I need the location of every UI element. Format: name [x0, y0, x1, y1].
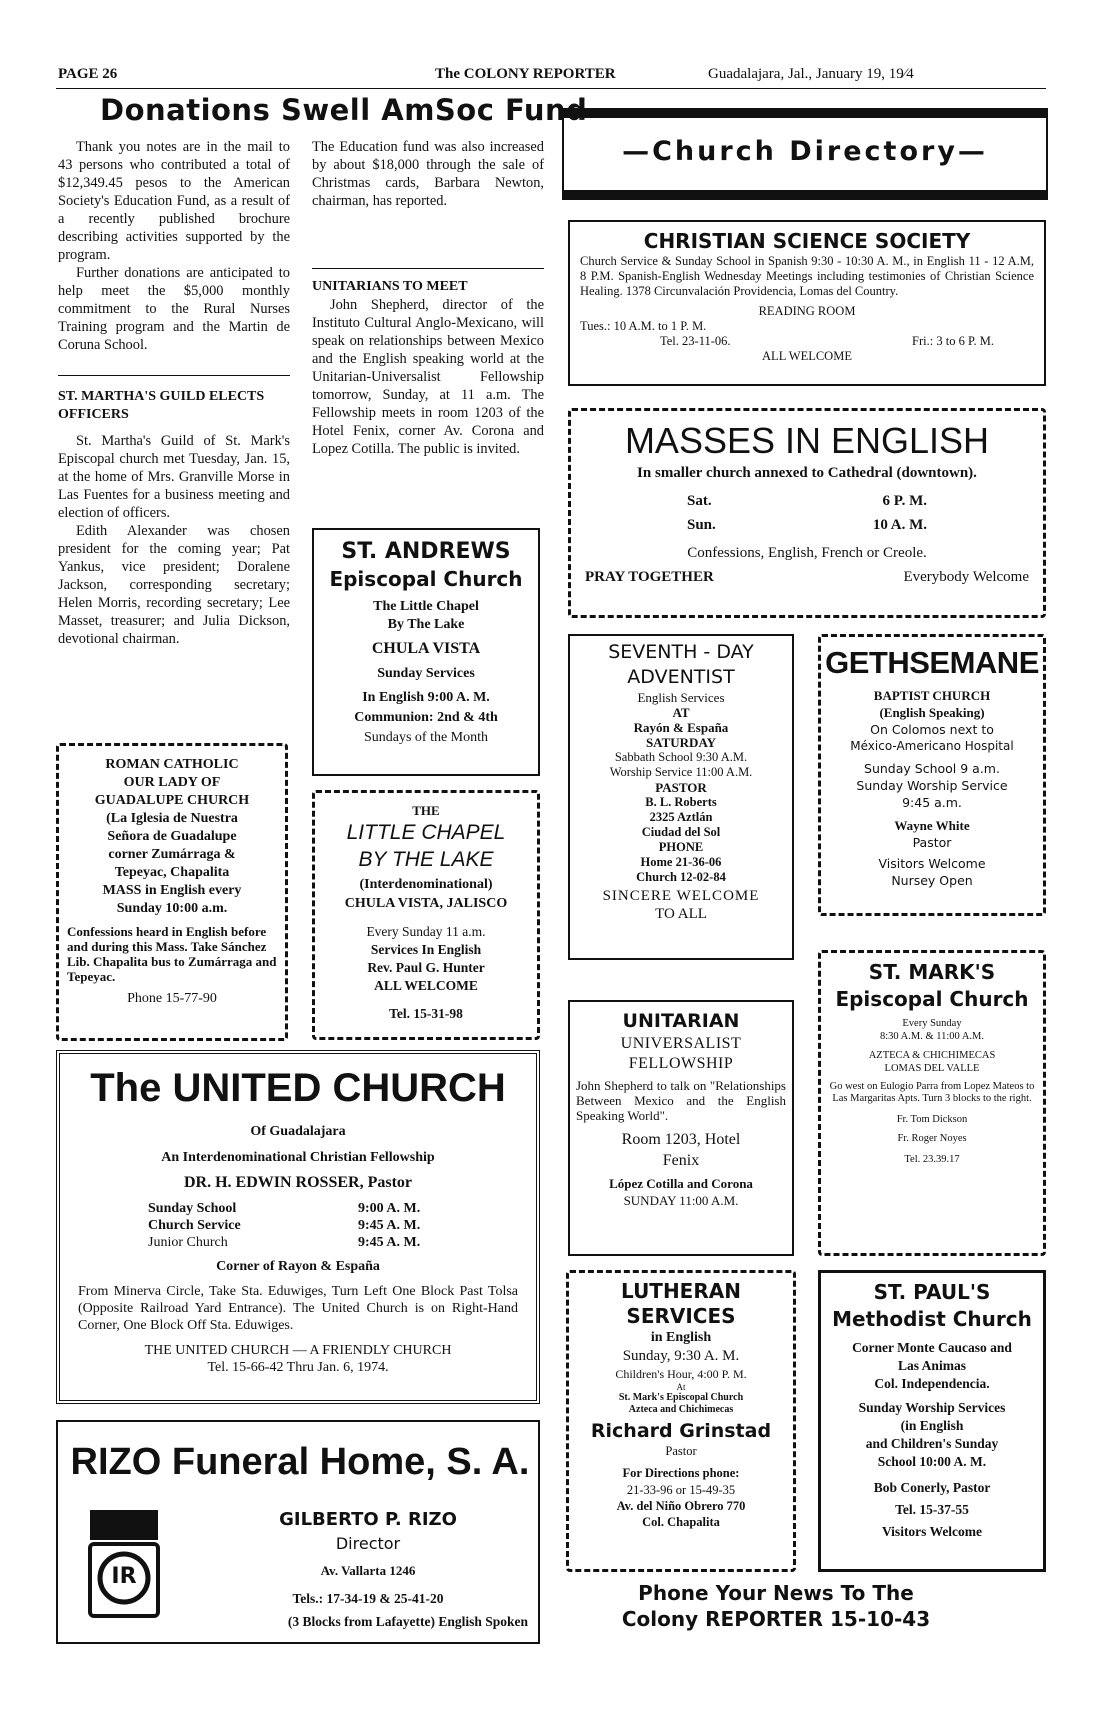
masses-sun-row	[687, 513, 927, 537]
sp-title: ST. PAUL'S	[873, 1280, 991, 1304]
lc-title2: BY THE LAKE	[358, 848, 494, 871]
uu-corner: López Cotilla and Corona	[609, 1176, 753, 1191]
footer-line2: Colony REPORTER 15-10-43	[621, 1607, 931, 1631]
lc-line: Rev. Paul G. Hunter	[367, 960, 485, 975]
sa-line: In English 9:00 A. M.	[362, 690, 490, 705]
lu-pastor-name: Richard Grinstad	[590, 1420, 772, 1442]
sda-welcome: SINCERE WELCOME	[602, 888, 760, 904]
sm-line: Fr. Roger Noyes	[897, 1133, 967, 1144]
cs-body: Church Service & Sunday School in Spanish 9:30 - 10:30 A. M., in English 11 - 12 A.M, 8 P.M. Spanish-English Wednesday Meetings including testimonies of Christian Science Healing. 1378 Circunvalación Providencia, Lomas del Country.	[580, 254, 1034, 298]
uc-service-time: 9:00 A. M.	[358, 1201, 421, 1216]
sm-directions: Go west on Eulogio Parra from Lopez Mateos to Las Margaritas Apts. Turn 3 blocks to the right.	[829, 1081, 1035, 1104]
uc-service-row	[148, 1200, 448, 1217]
sm-line: AZTECA & CHICHIMECAS	[868, 1050, 996, 1061]
sp-line: and Children's Sunday	[865, 1436, 999, 1451]
rc-line: OUR LADY OF	[123, 775, 221, 790]
cs-title: CHRISTIAN SCIENCE SOCIETY	[643, 229, 971, 253]
lu-line: Sunday, 9:30 A. M.	[622, 1348, 740, 1364]
sm-line: LOMAS DEL VALLE	[884, 1063, 980, 1074]
sda-welcome2: TO ALL	[655, 906, 707, 922]
footer-line1: Phone Your News To The	[638, 1581, 914, 1605]
rc-line: ROMAN CATHOLIC	[105, 757, 239, 772]
sda-line: Rayón & España	[633, 720, 729, 735]
sm-line: 8:30 A.M. & 11:00 A.M.	[879, 1031, 985, 1042]
uu-room2: Fenix	[662, 1152, 700, 1169]
geth-line: Pastor	[912, 835, 952, 850]
uu-title: UNITARIAN	[622, 1010, 740, 1032]
sda-line: Worship Service 11:00 A.M.	[609, 765, 753, 779]
masses-title: MASSES IN ENGLISH	[624, 420, 990, 461]
uu-line: FELLOWSHIP	[628, 1055, 734, 1072]
church-directory-banner	[562, 108, 1048, 200]
lu-line: Azteca and Chichimecas	[628, 1404, 734, 1415]
unitarian-ad	[568, 1000, 794, 1256]
masses-pray: PRAY TOGETHER	[585, 569, 714, 585]
lc-line: Services In English	[370, 942, 482, 957]
gethsemane-ad	[818, 634, 1046, 916]
geth-line: BAPTIST CHURCH	[873, 688, 991, 703]
uc-service-name: Sunday School	[148, 1201, 237, 1216]
sa-line: Sunday Services	[377, 666, 475, 681]
lu-title: LUTHERAN	[621, 1279, 741, 1303]
sp-line: Las Animas	[898, 1358, 966, 1373]
masses-sun-time: 10 A. M.	[872, 517, 927, 533]
sda-line: English Services	[637, 690, 725, 705]
lc-line: Tel. 15-31-98	[389, 1006, 463, 1021]
sa-line: CHULA VISTA	[371, 640, 481, 657]
uc-service-time: 9:45 A. M.	[358, 1218, 421, 1233]
lc-line: (Interdenominational)	[359, 877, 493, 892]
masses-bottom-row	[585, 565, 1029, 589]
lu-title2: SERVICES	[626, 1304, 736, 1328]
rc-line: corner Zumárraga &	[108, 847, 236, 862]
geth-line: Visitors Welcome	[878, 856, 986, 871]
geth-line: 9:45 a.m.	[902, 795, 962, 810]
lu-line: Pastor	[665, 1444, 697, 1458]
donations-p3: The Education fund was also increased by about $18,000 through the sale of Christmas cards, Barbara Newton, chairman, has reported.	[312, 139, 544, 209]
guild-headline: ST. MARTHA'S GUILD ELECTS OFFICERS	[58, 389, 265, 422]
masses-ad	[568, 408, 1046, 618]
uu-text: John Shepherd to talk on "Relationships Between Mexico and the English Speaking World".	[576, 1078, 786, 1123]
sda-line: 2325 Aztlán	[649, 810, 713, 824]
lu-line: in English	[650, 1330, 712, 1345]
sm-title: ST. MARK'S	[868, 960, 996, 984]
cs-fri: Fri.: 3 to 6 P. M.	[912, 334, 994, 348]
roman-catholic-ad	[56, 743, 288, 1041]
sp-line: Corner Monte Caucaso and	[852, 1340, 1012, 1355]
sda-line: Home 21-36-06	[640, 855, 722, 869]
rc-confessions: Confessions heard in English before and during this Mass. Take Sánchez Lib. Chapalita bus to Zumárraga and Tepeyac.	[67, 924, 277, 984]
rizo-name: GILBERTO P. RIZO	[279, 1509, 457, 1530]
sp-title2: Methodist Church	[832, 1307, 1032, 1331]
st-marks-ad	[818, 950, 1046, 1256]
rc-line: Señora de Guadalupe	[107, 829, 237, 844]
sda-line: B. L. Roberts	[645, 795, 717, 809]
masses-sat-label: Sat.	[687, 493, 712, 509]
uc-service-name: Junior Church	[148, 1235, 228, 1250]
sa-line: Sundays of the Month	[363, 730, 489, 745]
cs-welcome: ALL WELCOME	[762, 349, 852, 363]
unitarians-headline: UNITARIANS TO MEET	[312, 279, 468, 294]
sa-subtitle: Episcopal Church	[329, 567, 523, 591]
adventist-ad	[568, 634, 794, 960]
uc-service-name: Church Service	[148, 1218, 241, 1233]
lutheran-ad	[566, 1270, 796, 1572]
lc-line: Every Sunday 11 a.m.	[366, 924, 486, 939]
rizo-details	[208, 1508, 528, 1610]
sda-line: AT	[672, 705, 690, 720]
masses-sat-row	[687, 489, 927, 513]
sa-line: By The Lake	[387, 617, 465, 632]
lu-line: For Directions phone:	[622, 1466, 740, 1480]
uc-directions: From Minerva Circle, Take Sta. Eduwiges, Turn Left One Block Past Tolsa (Opposite Railroad Yard Entrance). The United Church is on Right-Hand Corner, One Block Off Sta. Eduwiges.	[78, 1284, 518, 1333]
uc-pastor: DR. H. EDWIN ROSSER, Pastor	[183, 1174, 412, 1191]
sda-line: PHONE	[658, 840, 704, 854]
rc-line: Tepeyac, Chapalita	[114, 865, 230, 880]
cs-tel-row	[580, 334, 1034, 349]
uc-service-row	[148, 1217, 448, 1234]
masses-conf: Confessions, English, French or Creole.	[687, 545, 927, 561]
cs-tel: Tel. 23-11-06.	[660, 334, 731, 348]
sda-line: Ciudad del Sol	[641, 825, 721, 839]
rizo-tels: Tels.: 17-34-19 & 25-41-20	[292, 1591, 444, 1606]
masses-welcome: Everybody Welcome	[903, 569, 1029, 585]
united-church-ad	[56, 1050, 540, 1404]
christian-science-ad	[568, 220, 1046, 386]
rc-line: MASS in English every	[102, 883, 242, 898]
lu-line: St. Mark's Episcopal Church	[618, 1392, 744, 1403]
rizo-logo-icon	[84, 1504, 164, 1622]
uu-line: UNIVERSALIST	[620, 1035, 742, 1052]
donations-article-col1	[58, 138, 290, 354]
sp-line: Tel. 15-37-55	[895, 1502, 969, 1517]
sp-line: Col. Independencia.	[874, 1376, 990, 1391]
masses-sub: In smaller church annexed to Cathedral (downtown).	[637, 465, 977, 481]
uc-title: The UNITED CHURCH	[90, 1066, 506, 1110]
lu-line: Children's Hour, 4:00 P. M.	[615, 1367, 747, 1381]
sp-line: Sunday Worship Services	[858, 1400, 1006, 1415]
unitarians-article	[312, 278, 544, 458]
donations-p1: Thank you notes are in the mail to 43 persons who contributed a total of $12,349.45 pesos to the American Society's Education Fund, as a result of a recently published brochure describing activities supported by the program.	[58, 139, 290, 263]
sm-line: Fr. Tom Dickson	[896, 1114, 968, 1125]
uc-of: Of Guadalajara	[250, 1124, 346, 1139]
geth-line: On Colomos next to	[870, 722, 994, 737]
dateline: Guadalajara, Jal., January 19, 19⁄4	[708, 66, 914, 82]
st-andrews-ad	[312, 528, 540, 776]
sa-line: The Little Chapel	[373, 599, 479, 614]
uc-service-time: 9:45 A. M.	[358, 1235, 421, 1250]
st-pauls-ad	[818, 1270, 1046, 1572]
donations-headline: Donations Swell AmSoc Fund	[100, 93, 588, 127]
geth-line: (English Speaking)	[879, 705, 985, 720]
sda-line: Sabbath School 9:30 A.M.	[614, 750, 748, 764]
uc-tel: Tel. 15-66-42 Thru Jan. 6, 1974.	[207, 1360, 389, 1375]
header-rule	[56, 88, 1046, 89]
geth-title: GETHSEMANE	[825, 645, 1039, 680]
masses-sun-label: Sun.	[687, 517, 716, 533]
cs-reading: READING ROOM	[758, 304, 856, 318]
geth-line: Nursey Open	[891, 873, 973, 888]
lu-line: At	[676, 1382, 686, 1392]
little-chapel-ad	[312, 790, 540, 1040]
unitarians-p: John Shepherd, director of the Instituto Cultural Anglo-Mexicano, will speak on relationships between Mexico and the English speaking world at the Unitarian-Universalist Fellowship tomorrow, Sunday, at 11 a.m. The Fellowship meets in room 1203 of the Hotel Fenix, corner Av. Corona and Lopez Cotilla. The public is invited.	[312, 297, 544, 457]
uc-corner: Corner of Rayon & España	[216, 1259, 380, 1274]
sda-line: PASTOR	[655, 780, 707, 795]
sp-line: Bob Conerly, Pastor	[873, 1480, 991, 1495]
sda-line: Church 12-02-84	[636, 870, 726, 884]
sm-line: Every Sunday	[902, 1018, 962, 1029]
sm-title2: Episcopal Church	[835, 987, 1029, 1011]
rizo-logo-text: IR	[111, 1564, 137, 1589]
sm-line: Tel. 23.39.17	[904, 1154, 960, 1165]
donations-article-col2	[312, 138, 544, 210]
sa-title: ST. ANDREWS	[341, 539, 511, 564]
rizo-note: (3 Blocks from Lafayette) English Spoken	[287, 1614, 528, 1629]
rizo-title: RIZO Funeral Home, S. A.	[70, 1441, 530, 1483]
masses-sat-time: 6 P. M.	[882, 493, 927, 509]
rc-phone: Phone 15-77-90	[127, 991, 217, 1006]
uc-friendly: THE UNITED CHURCH — A FRIENDLY CHURCH	[144, 1343, 452, 1358]
sda-title2: ADVENTIST	[627, 666, 735, 688]
geth-line: Sunday School 9 a.m.	[864, 761, 1000, 776]
lu-line: Col. Chapalita	[642, 1515, 720, 1529]
rizo-address: Av. Vallarta 1246	[320, 1563, 416, 1578]
donations-p2: Further donations are anticipated to help meet the $5,000 monthly commitment to the Rural Nurses Training program and the Martin de Coruna School.	[58, 265, 290, 353]
lc-line: CHULA VISTA, JALISCO	[344, 896, 508, 911]
uc-sub: An Interdenominational Christian Fellowship	[161, 1150, 435, 1165]
newspaper-name: The COLONY REPORTER	[435, 66, 616, 82]
lu-line: Av. del Niño Obrero 770	[616, 1499, 746, 1513]
rc-line: Sunday 10:00 a.m.	[116, 901, 228, 916]
lc-line: ALL WELCOME	[374, 978, 478, 993]
rc-line: GUADALUPE CHURCH	[94, 793, 250, 808]
rizo-funeral-ad	[56, 1420, 540, 1644]
sa-line: Communion: 2nd & 4th	[354, 710, 498, 725]
page-number: PAGE 26	[58, 66, 118, 82]
geth-line: Wayne White	[894, 818, 970, 833]
lc-line: THE	[412, 803, 440, 818]
guild-p1: St. Martha's Guild of St. Mark's Episcopal church met Tuesday, Jan. 15, at the home of Mrs. Granville Morse in Las Fuentes for a business meeting and election of officers.	[58, 433, 290, 521]
lu-line: 21-33-96 or 15-49-35	[626, 1483, 736, 1497]
guild-article	[58, 388, 290, 648]
sp-line: Visitors Welcome	[881, 1524, 983, 1539]
rizo-logo	[84, 1504, 164, 1622]
lc-title: LITTLE CHAPEL	[346, 821, 506, 844]
divider	[58, 375, 290, 376]
uu-room: Room 1203, Hotel	[621, 1131, 741, 1148]
divider	[312, 268, 544, 269]
sp-line: (in English	[900, 1418, 964, 1433]
sda-line: SATURDAY	[645, 735, 717, 750]
sda-title: SEVENTH - DAY	[608, 641, 754, 663]
rizo-role: Director	[335, 1534, 401, 1553]
uc-services	[148, 1200, 448, 1251]
cs-tues: Tues.: 10 A.M. to 1 P. M.	[580, 319, 707, 333]
uu-time: SUNDAY 11:00 A.M.	[623, 1193, 739, 1208]
rc-line: (La Iglesia de Nuestra	[106, 811, 238, 826]
guild-p2: Edith Alexander was chosen president for the coming year; Pat Yankus, vice president; Doralene Jackson, corresponding secretary; Helen Morris, recording secretary; Lee Masset, treasurer; and Julia Dickson, devotional chairman.	[58, 523, 290, 647]
directory-title: —Church Directory—	[622, 136, 988, 167]
sp-line: School 10:00 A. M.	[877, 1454, 987, 1469]
geth-line: Sunday Worship Service	[856, 778, 1008, 793]
uc-service-row	[148, 1234, 448, 1251]
geth-line: México-Americano Hospital	[850, 739, 1014, 753]
